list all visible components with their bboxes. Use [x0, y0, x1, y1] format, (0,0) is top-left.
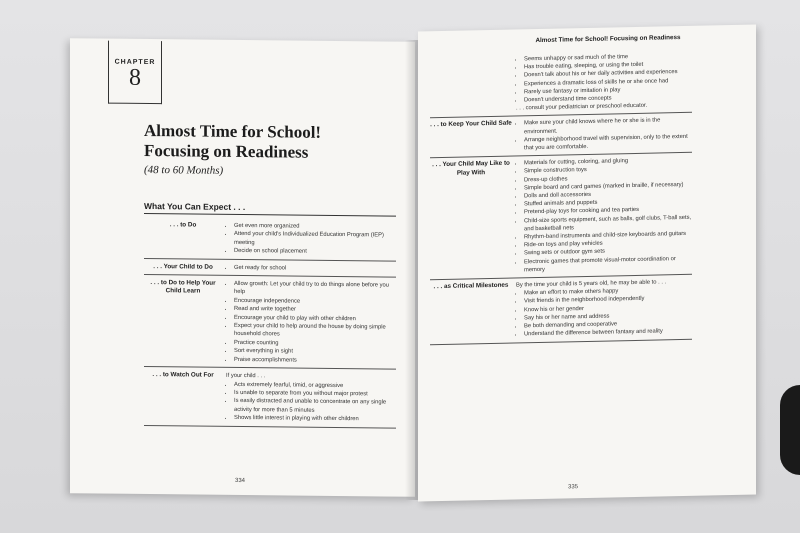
bullet-list	[226, 263, 396, 273]
list-item: • Simple construction toys	[524, 164, 692, 176]
row-label: . . . to Do	[169, 221, 197, 229]
page-number-right: 335	[568, 484, 579, 491]
list-item: • Dress-up clothes	[524, 172, 692, 184]
list-item: • Be both demanding and cooperative	[524, 319, 692, 331]
row-label: . . . as Critical Milestones	[433, 281, 509, 291]
row-label: . . . to Watch Out For	[152, 371, 214, 379]
list-item: • Materials for cutting, coloring, and gluing	[524, 156, 692, 168]
table-row	[430, 153, 692, 280]
row-items	[516, 156, 692, 275]
bullet-list	[516, 116, 692, 152]
list-item: • Get ready for school	[234, 264, 396, 274]
row-label: . . . Your Child May Like to Play With	[432, 159, 510, 177]
right-page	[418, 24, 756, 501]
list-item: • Visit friends in the neighborhood independently	[524, 294, 692, 306]
list-item: • Is unable to separate from you without major protest	[234, 389, 396, 399]
title-line-2: Focusing on Readiness	[144, 140, 309, 162]
list-item: • Experiences a dramatic loss of skills he or she once had	[524, 76, 692, 88]
list-item: • Seems unhappy or sad much of the time	[524, 52, 692, 64]
bullet-list	[516, 286, 692, 339]
row-label: . . . to Keep Your Child Safe	[430, 119, 512, 129]
list-item: • Has trouble eating, sleeping, or using the toilet	[524, 60, 692, 72]
list-item: • Read and write together	[234, 305, 396, 315]
list-item: • Stuffed animals and puppets	[524, 197, 692, 209]
row-items	[226, 222, 396, 257]
list-item: • Say his or her name and address	[524, 311, 692, 323]
row-items	[516, 278, 692, 339]
list-item: • Praise accomplishments	[234, 356, 396, 366]
chapter-box	[108, 41, 162, 105]
list-item: • Understand the difference between fantasy and reality	[524, 327, 692, 339]
list-item: • Rhythm-band instruments and child-size keyboards and guitars	[524, 230, 692, 242]
row-items	[516, 52, 692, 113]
table-row	[144, 367, 396, 428]
list-item: • Sort everything in sight	[234, 347, 396, 357]
list-item: • Doesn't talk about his or her daily activities and experiences	[524, 68, 692, 80]
chapter-title	[144, 121, 404, 164]
list-item: • Doesn't understand time concepts	[524, 93, 692, 105]
row-intro: By the time your child is 5 years old, he may be able to . . .	[516, 279, 667, 289]
row-items	[226, 280, 396, 366]
chapter-label: CHAPTER	[114, 58, 156, 67]
row-items	[516, 116, 692, 152]
bullet-list	[226, 380, 396, 424]
row-intro: If your child . . .	[226, 372, 266, 380]
list-item: • Encourage independence	[234, 297, 396, 307]
page-number-left: 334	[235, 477, 246, 485]
table-row	[430, 113, 692, 158]
continued-row	[430, 52, 692, 119]
row-items	[226, 372, 396, 424]
list-item: • Practice counting	[234, 339, 396, 349]
list-item: • Encourage your child to play with other children	[234, 314, 396, 324]
title-line-1: Almost Time for School!	[144, 120, 322, 142]
list-item: • Swing sets or outdoor gym sets	[524, 246, 692, 258]
list-item: • Decide on school placement	[234, 247, 396, 257]
row-label: . . . to Do to Help Your Child Learn	[150, 279, 216, 295]
list-item: • Make an effort to make others happy	[524, 286, 692, 298]
list-item: • Allow growth: Let your child try to do things alone before you help	[234, 280, 396, 299]
running-head: Almost Time for School! Focusing on Readiness	[535, 34, 681, 45]
list-item: • Pretend-play toys for cooking and tea parties	[524, 205, 692, 217]
table-row	[430, 275, 692, 345]
table-row	[144, 275, 396, 370]
row-label-empty	[430, 55, 516, 114]
list-item: • Electronic games that promote visual-motor coordination or memory	[524, 254, 692, 274]
bullet-list	[226, 280, 396, 366]
list-item: • Shows little interest in playing with other children	[234, 414, 396, 424]
section-heading: What You Can Expect . . .	[144, 201, 396, 217]
list-item: • Attend your child's Individualized Education Program (IEP) meeting	[234, 230, 396, 249]
list-item: • Make sure your child knows where he or she is in the environment.	[524, 116, 692, 136]
list-item: • Expect your child to help around the house by doing simple household chores	[234, 322, 396, 341]
row-label: . . . Your Child to Do	[153, 262, 213, 271]
table-row	[144, 217, 396, 261]
list-item: • Dolls and doll accessories	[524, 189, 692, 201]
continued-list	[516, 52, 692, 105]
list-item: • Know his or her gender	[524, 302, 692, 314]
list-item: • Is easily distracted and unable to concentrate on any single activity for more than 5 minutes	[234, 397, 396, 416]
list-item: • Rarely use fantasy or imitation in play	[524, 85, 692, 97]
list-item: • Arrange neighborhood travel with supervision, only to the extent that you are comfortable.	[524, 133, 692, 153]
bullet-list	[516, 156, 692, 275]
continued-tail: . . . consult your pediatrician or preschool educator.	[516, 102, 648, 112]
bullet-list	[226, 222, 396, 257]
chapter-number: 8	[129, 64, 141, 91]
list-item: • Ride-on toys and play vehicles	[524, 238, 692, 250]
list-item: • Simple board and card games (marked in braille, if necessary)	[524, 181, 692, 193]
list-item: • Get even more organized	[234, 222, 396, 232]
chapter-subtitle: (48 to 60 Months)	[144, 163, 224, 177]
continued-table	[430, 52, 692, 345]
dark-object	[780, 385, 800, 475]
expectation-table	[144, 217, 396, 428]
left-page	[70, 38, 415, 497]
list-item: • Acts extremely fearful, timid, or aggressive	[234, 380, 396, 390]
row-items	[226, 263, 396, 273]
list-item: • Child-size sports equipment, such as balls, golf clubs, T-ball sets, and basketball nets	[524, 213, 692, 233]
